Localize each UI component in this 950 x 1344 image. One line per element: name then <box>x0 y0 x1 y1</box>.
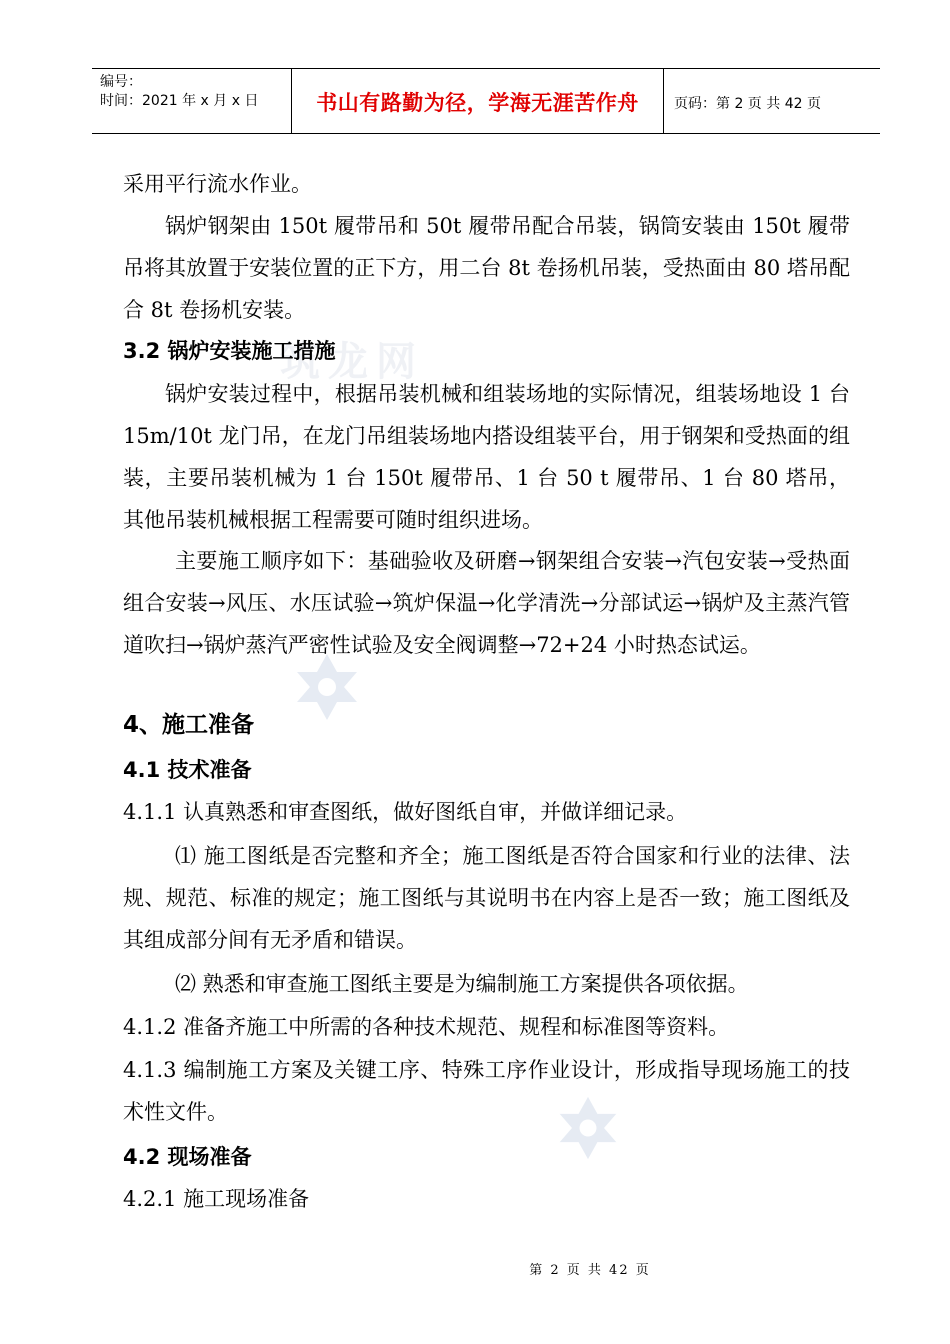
paragraph: 4.1.3 编制施工方案及关键工序、特殊工序作业设计，形成指导现场施工的技术性文件。 <box>123 1058 850 1124</box>
paragraph: ⑴ 施工图纸是否完整和齐全；施工图纸是否符合国家和行业的法律、法规、规范、标准的规定；施工图纸与其说明书在内容上是否一致；施工图纸及其组成部分间有无矛盾和错误。 <box>123 844 850 952</box>
page-footer <box>0 1259 950 1278</box>
doc-time-label: 时间：2021 年 x 月 x 日 <box>100 93 259 109</box>
header-meta-cell <box>92 69 292 133</box>
header-motto-cell <box>292 69 664 133</box>
document-header <box>92 68 880 134</box>
paragraph: 锅炉安装过程中，根据吊装机械和组装场地的实际情况，组装场地设 1 台 15m/10t 龙门吊，在龙门吊组装场地内搭设组装平台，用于钢架和受热面的组装，主要吊装机械为 1 台 150t 履带吊、1 台 50 t 履带吊、1 台 80 塔吊，其他吊装机械根据工程需要可随时组织进场。 <box>123 382 850 532</box>
paragraph: 锅炉钢架由 150t 履带吊和 50t 履带吊配合吊装，锅筒安装由 150t 履带吊将其放置于安装位置的正下方，用二台 8t 卷扬机吊装，受热面由 80 塔吊配合 8t 卷扬机安装。 <box>123 214 850 322</box>
section-heading-4-2: 4.2 现场准备 <box>123 1145 252 1169</box>
paragraph: 4.2.1 施工现场准备 <box>123 1187 310 1211</box>
paragraph: 主要施工顺序如下：基础验收及研磨→钢架组合安装→汽包安装→受热面组合安装→风压、水压试验→筑炉保温→化学清洗→分部试运→锅炉及主蒸汽管道吹扫→锅炉蒸汽严密性试验及安全阀调整→72+24 小时热态试运。 <box>123 549 850 657</box>
watermark-text: 筑龙网 <box>280 338 424 385</box>
section-heading-4-1: 4.1 技术准备 <box>123 758 252 782</box>
paragraph: 4.1.2 准备齐施工中所需的各种技术规范、规程和标准图等资料。 <box>123 1015 730 1039</box>
header-motto: 书山有路勤为径，学海无涯苦作舟 <box>316 91 639 115</box>
section-heading-3-2: 3.2 锅炉安装施工措施 <box>123 339 336 363</box>
paragraph: ⑵ 熟悉和审查施工图纸主要是为编制施工方案提供各项依据。 <box>175 972 749 996</box>
paragraph: 采用平行流水作业。 <box>123 172 312 196</box>
header-page-info: 页码：第 2 页 共 42 页 <box>674 96 821 112</box>
header-page-cell <box>664 69 880 133</box>
paragraph: 4.1.1 认真熟悉和审查图纸，做好图纸自审，并做详细记录。 <box>123 800 688 824</box>
footer-page-number: 第 2 页 共 42 页 <box>529 1263 651 1278</box>
doc-number-label: 编号： <box>100 74 142 90</box>
section-heading-4: 4、施工准备 <box>123 712 255 738</box>
